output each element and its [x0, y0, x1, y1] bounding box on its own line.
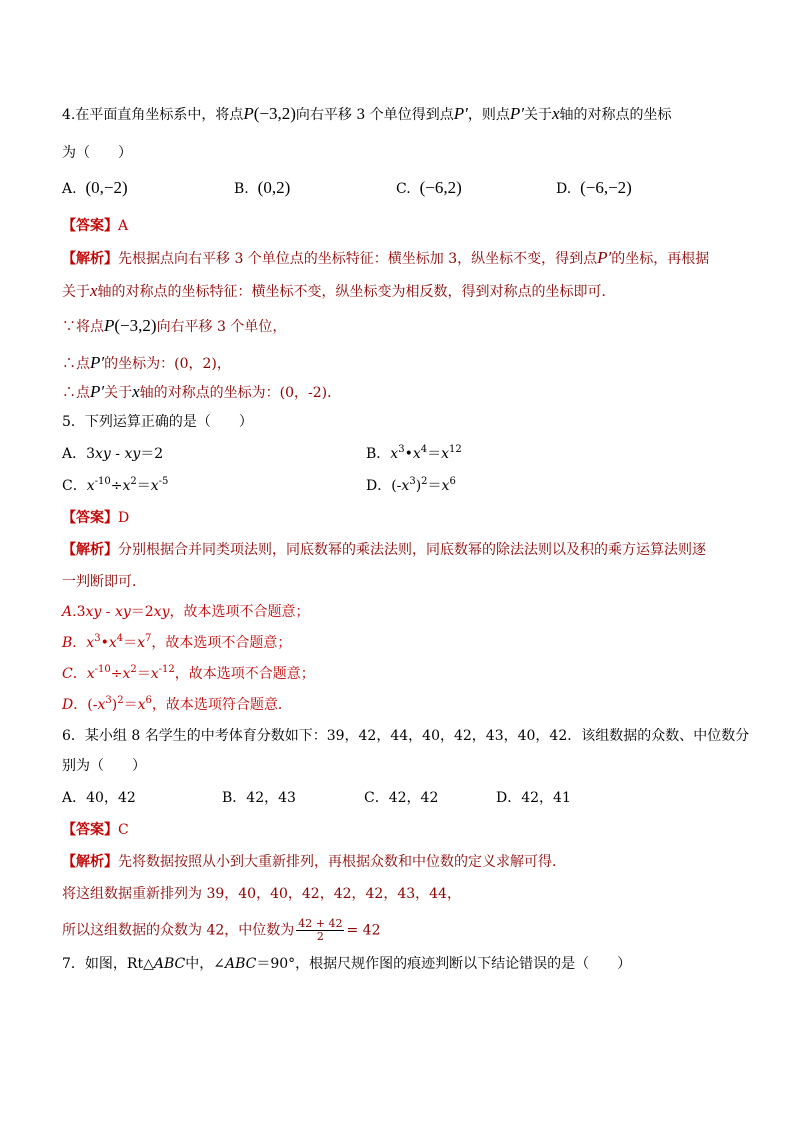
q4-answer: 【答案】A: [62, 218, 129, 234]
q6-option-b: B．42，43: [222, 790, 296, 806]
q6-solution-line1: 将这组数据重新排列为 39，40，40，42，42，42，43，44，: [62, 886, 461, 902]
q6-answer: 【答案】C: [62, 822, 129, 838]
q5-option-b: B．$x^3•x^4=x^{12}$: [366, 444, 462, 462]
q6-analysis-line1: 【解析】先将数据按照从小到大重新排列，再根据众数和中位数的定义求解可得．: [62, 854, 566, 870]
q5-option-c: C．$x^{-10}\div x^2=x^{-5}$: [62, 476, 169, 494]
q5-solution-b: B．$x^3•x^4=x^7$，故本选项不合题意；: [62, 633, 292, 651]
q4-option-b: B. (0,2): [234, 178, 291, 197]
q5-analysis-line2: 一判断即可．: [62, 574, 146, 590]
q7-stem: 7．如图，Rt△ABC中，∠ABC＝90°，根据尺规作图的痕迹判断以下结论错误的是（ ）: [62, 956, 632, 972]
q4-stem-line1: 4.在平面直角坐标系中，将点P(−3,2)向右平移 3 个单位得到点P′，则点P′关于x轴的对称点的坐标: [62, 104, 672, 123]
q5-option-d: D．$(-x^3)^2=x^6$: [366, 476, 456, 494]
q4-solution-line1: ∵将点P(−3,2)向右平移 3 个单位，: [62, 316, 287, 335]
q6-option-d: D．42，41: [496, 790, 571, 806]
q6-stem-line2: 别为（ ）: [62, 758, 146, 774]
q5-solution-a: A.3xy - xy＝2xy，故本选项不合题意；: [62, 604, 310, 620]
q5-solution-c: C．$x^{-10}\div x^2=x^{-12}$，故本选项不合题意；: [62, 664, 315, 682]
q6-stem-line1: 6．某小组 8 名学生的中考体育分数如下：39，42，44，40，42，43，40，42．该组数据的众数、中位数分: [62, 728, 750, 744]
q4-solution-line2: ∴点P′的坐标为：(0，2)，: [62, 353, 231, 372]
q5-stem: 5．下列运算正确的是（ ）: [62, 414, 253, 430]
q5-solution-d: D．$(-x^3)^2=x^6$，故本选项符合题意．: [62, 695, 292, 713]
q4-option-d: D. (−6,−2): [556, 178, 632, 197]
q4-option-a: A. (0,−2): [62, 178, 128, 197]
q4-analysis-line1: 【解析】先根据点向右平移 3 个单位点的坐标特征：横坐标加 3，纵坐标不变，得到点P′的坐标，再根据: [62, 248, 710, 267]
q4-solution-line3: ∴点P′关于x轴的对称点的坐标为：(0，-2)．: [62, 382, 342, 401]
median-fraction: $\frac{42 + 42}{2}$: [298, 917, 343, 943]
q4-option-c: C. (−6,2): [396, 178, 462, 197]
q5-answer: 【答案】D: [62, 510, 130, 526]
q6-solution-line2: 所以这组数据的众数为 42，中位数为 $\frac{42 + 42}{2}$ = 42: [62, 917, 381, 943]
q4-analysis-line2: 关于x轴的对称点的坐标特征：横坐标不变，纵坐标变为相反数，得到对称点的坐标即可．: [62, 281, 616, 300]
q6-option-a: A．40，42: [62, 790, 136, 806]
q5-analysis-line1: 【解析】分别根据合并同类项法则，同底数幂的乘法法则，同底数幂的除法法则以及积的乘方运算法则逐: [62, 542, 706, 558]
q4-stem-line2: 为（ ）: [62, 145, 132, 161]
q5-option-a: A．3xy - xy＝2: [62, 446, 164, 462]
q6-option-c: C．42，42: [364, 790, 439, 806]
